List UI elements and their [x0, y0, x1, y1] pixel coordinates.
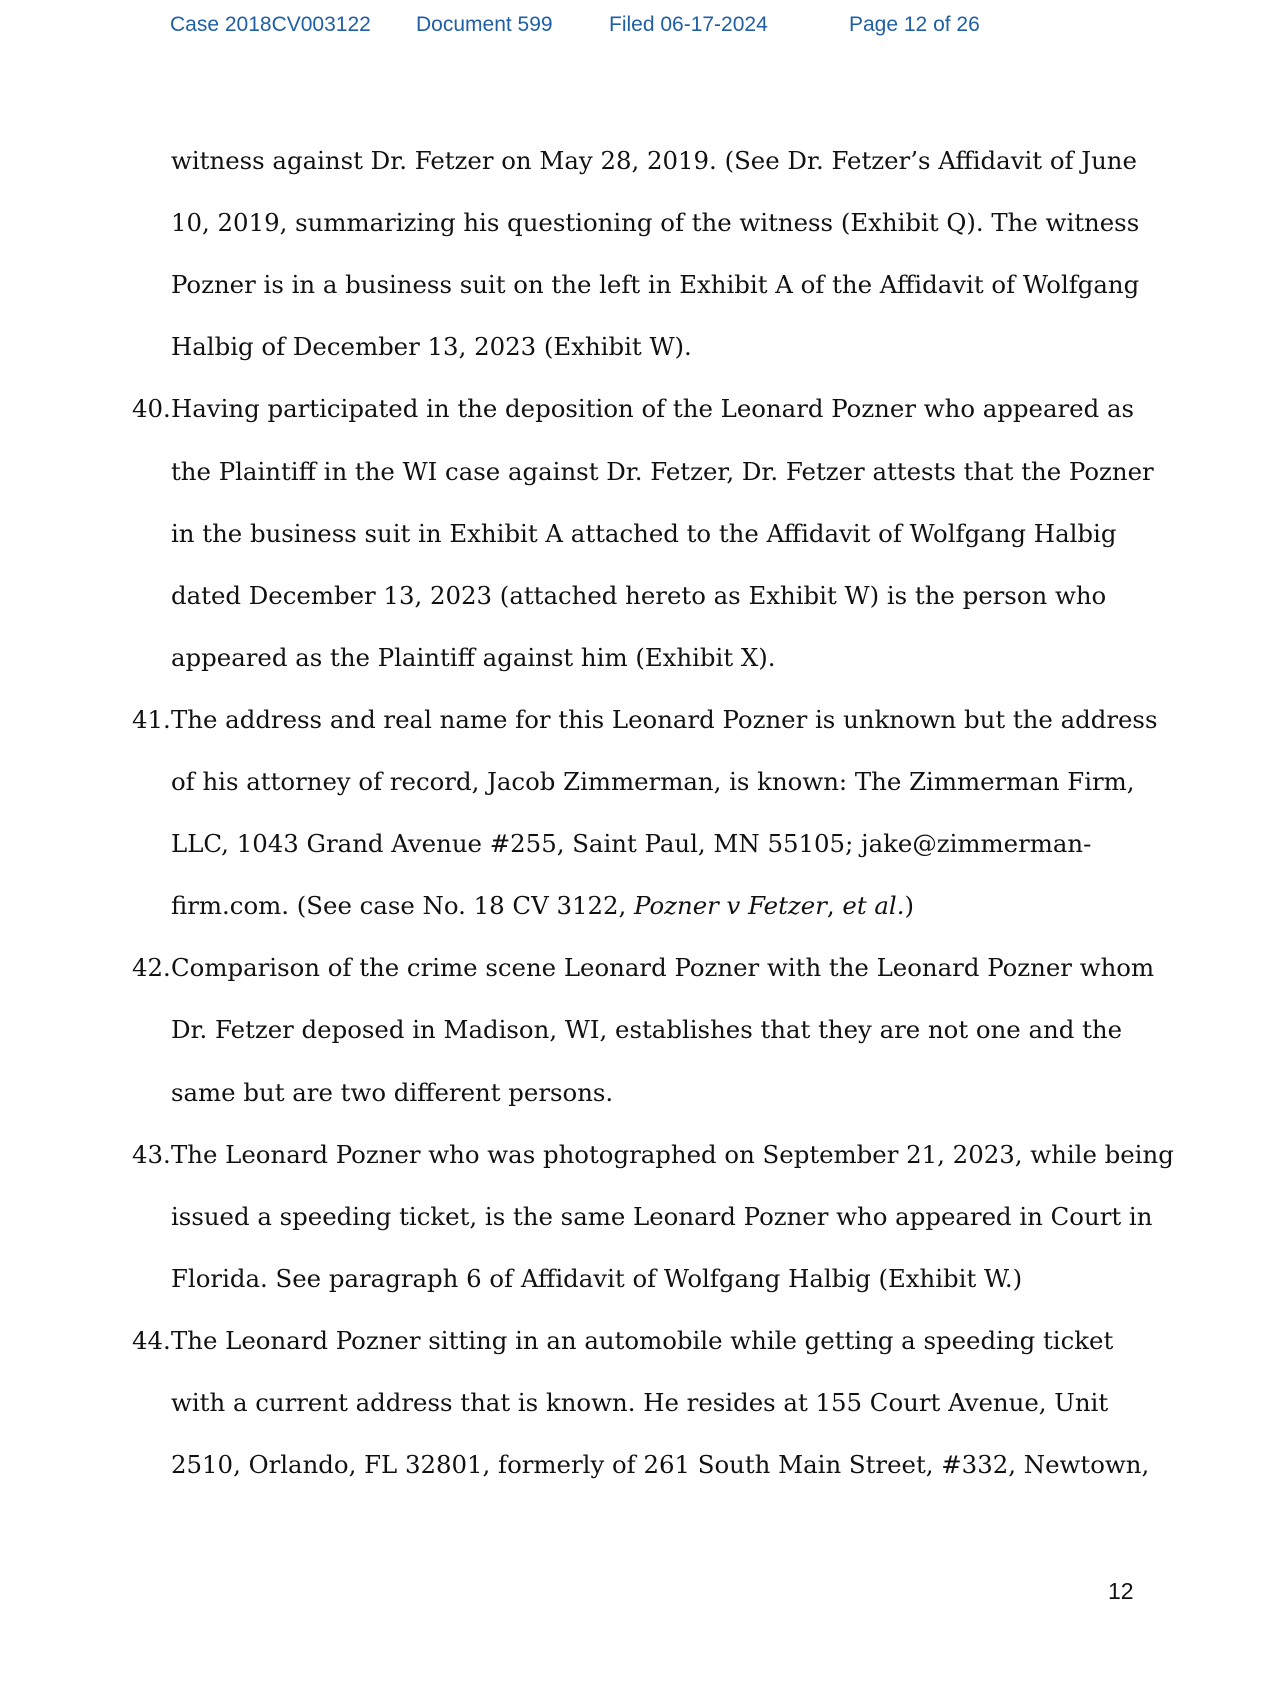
- line-text-main: appeared as the Plaintiff against him (Exhibit X).: [171, 642, 776, 672]
- line-text: [171, 581, 1106, 611]
- line-text-main: The Leonard Pozner who was photographed on September 21, 2023, while being: [171, 1139, 1174, 1169]
- line-text-main: Dr. Fetzer deposed in Madison, WI, establishes that they are not one and the: [171, 1015, 1123, 1045]
- line-text: [171, 1015, 1122, 1045]
- document-number: Document 599: [416, 13, 553, 36]
- line-text-main: Comparison of the crime scene Leonard Pozner with the Leonard Pozner whom: [171, 953, 1155, 983]
- line-text-main: 2510, Orlando, FL 32801, formerly of 261 South Main Street, #332, Newtown,: [171, 1450, 1150, 1480]
- line-text: [171, 1202, 1152, 1232]
- line-text-main: The Leonard Pozner sitting in an automobile while getting a speeding ticket: [171, 1325, 1114, 1355]
- line-text-main: LLC, 1043 Grand Avenue #255, Saint Paul, MN 55105; jake@zimmerman-: [171, 829, 1092, 859]
- line-text: [171, 1078, 613, 1108]
- line-text: [171, 1450, 1149, 1480]
- line-text-main: Halbig of December 13, 2023 (Exhibit W).: [171, 332, 692, 362]
- line-text: [171, 1326, 1113, 1356]
- filed-date: Filed 06-17-2024: [609, 13, 768, 36]
- line-text-main: with a current address that is known. He resides at 155 Court Avenue, Unit: [171, 1388, 1109, 1417]
- case-name-italic: Pozner v Fetzer: [634, 891, 827, 921]
- et-al-italic: et al.: [842, 891, 905, 921]
- line-text-main: in the business suit in Exhibit A attached to the Affidavit of Wolfgang Halbig: [171, 518, 1117, 548]
- line-text: [171, 332, 692, 362]
- paragraph-number: 42.: [132, 953, 171, 983]
- line-text: [171, 953, 1154, 983]
- line-text-main: Pozner is in a business suit on the left in Exhibit A of the Affidavit of Wolfgang: [171, 270, 1140, 300]
- line-text: [171, 519, 1116, 549]
- line-text-main: dated December 13, 2023 (attached hereto as Exhibit W) is the person who: [171, 580, 1107, 610]
- line-text-main: witness against Dr. Fetzer on May 28, 2019. (See Dr. Fetzer’s Affidavit of June: [171, 146, 1137, 175]
- line-text-tail: ): [904, 891, 915, 921]
- line-text: [171, 829, 1091, 859]
- line-text-main: firm.com. (See case No. 18 CV 3122,: [171, 891, 635, 921]
- line-text: [171, 891, 914, 921]
- line-text: [171, 1140, 1174, 1170]
- line-text-main: 10, 2019, summarizing his questioning of the witness (Exhibit Q). The witness: [171, 208, 1140, 238]
- line-text: [171, 394, 1134, 424]
- line-text: [171, 767, 1135, 797]
- line-text: [171, 208, 1139, 238]
- paragraph-number: 41.: [132, 704, 171, 734]
- line-text: [171, 643, 776, 673]
- line-text-main: of his attorney of record, Jacob Zimmerman, is known: The Zimmerman Firm,: [171, 767, 1135, 796]
- page-indicator: Page 12 of 26: [849, 13, 980, 36]
- line-text: [171, 270, 1139, 300]
- line-text-main: issued a speeding ticket, is the same Leonard Pozner who appeared in Court in: [171, 1201, 1153, 1231]
- case-number: Case 2018CV003122: [170, 13, 371, 36]
- line-text-main: The address and real name for this Leonard Pozner is unknown but the address: [171, 704, 1158, 734]
- line-text: [171, 1388, 1108, 1418]
- line-text-main: Having participated in the deposition of the Leonard Pozner who appeared as: [171, 394, 1135, 424]
- page-number: 12: [1108, 1578, 1134, 1604]
- line-text-main: the Plaintiff in the WI case against Dr. Fetzer, Dr. Fetzer attests that the Pozner: [171, 456, 1154, 486]
- line-text: [171, 457, 1154, 487]
- line-text: [171, 1264, 1022, 1294]
- paragraph-number: 43.: [132, 1139, 171, 1169]
- paragraph-number: 40.: [132, 394, 171, 424]
- line-text-mid: ,: [826, 891, 843, 921]
- line-text-main: Florida. See paragraph 6 of Affidavit of Wolfgang Halbig (Exhibit W.): [171, 1263, 1023, 1293]
- line-text-main: same but are two different persons.: [171, 1077, 614, 1107]
- line-text: [171, 705, 1157, 735]
- line-text: [171, 146, 1137, 176]
- paragraph-number: 44.: [132, 1325, 171, 1355]
